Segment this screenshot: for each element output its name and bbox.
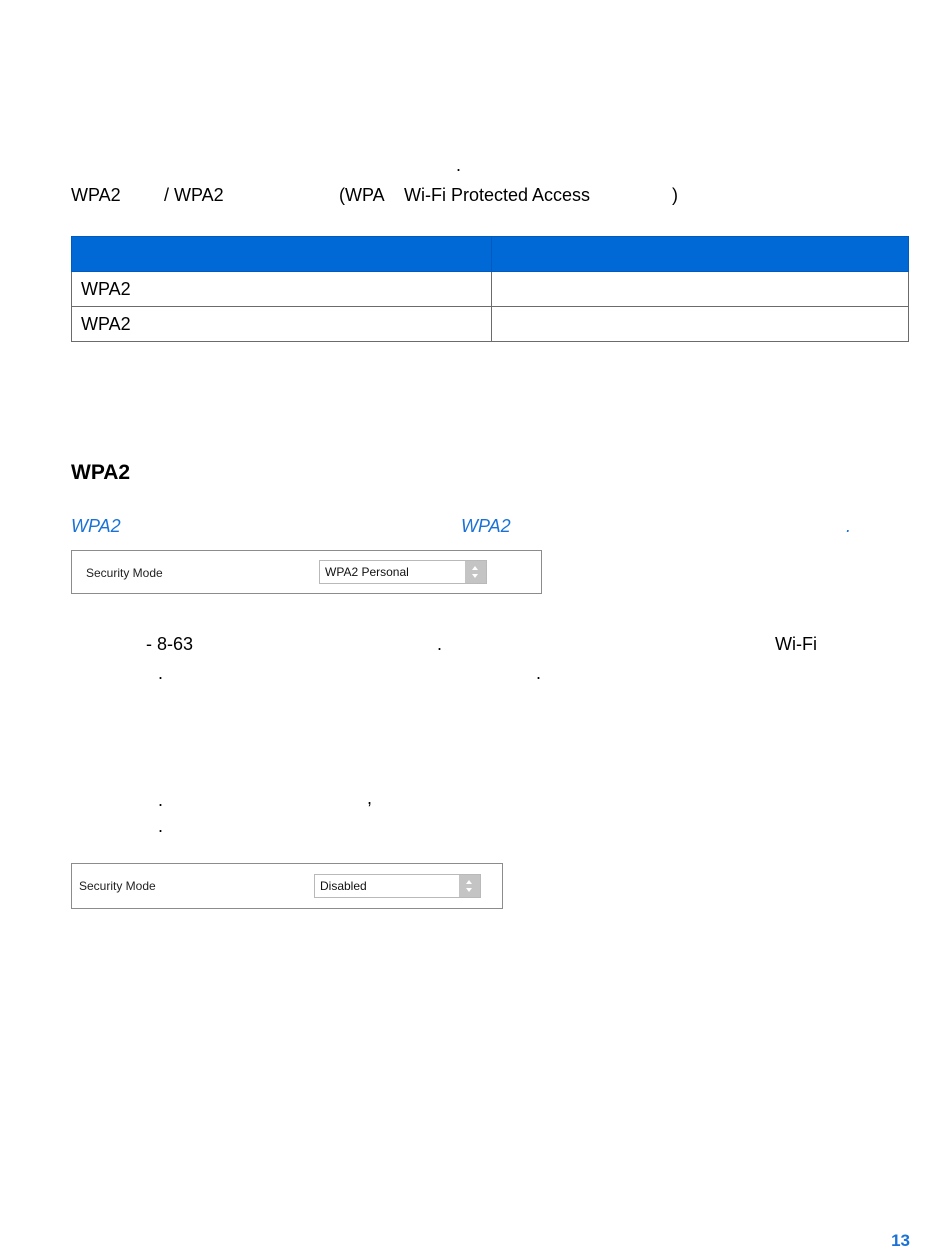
table-header-row — [72, 237, 909, 272]
page-number: 13 — [891, 1231, 910, 1250]
note-wpa2-a: WPA2 — [71, 516, 121, 536]
table-cell — [492, 272, 909, 307]
security-mode-label: Security Mode — [86, 566, 163, 580]
arrow-down-icon — [466, 888, 472, 892]
security-mode-value: WPA2 Personal — [325, 565, 409, 579]
intro-close-paren: ) — [672, 185, 678, 205]
intro-wpa-paren: (WPA — [339, 185, 385, 205]
select-spinner-icon[interactable] — [465, 561, 486, 583]
para2-dot: . — [158, 790, 164, 810]
arrow-up-icon — [472, 566, 478, 570]
security-mode-select[interactable] — [314, 874, 481, 898]
para2-dot2: . — [158, 816, 164, 836]
para2-comma: , — [367, 788, 373, 808]
security-mode-label: Security Mode — [79, 879, 156, 893]
intro-wifi-protected-access: Wi-Fi Protected Access — [404, 185, 591, 205]
table-header-cell — [72, 237, 492, 272]
para1-range: - 8-63 — [146, 634, 194, 654]
intro-dot: . — [456, 155, 462, 175]
para1-wifi: Wi-Fi — [775, 634, 817, 654]
para1-dot: . — [437, 634, 443, 654]
security-mode-panel-wpa2 — [71, 550, 542, 594]
table-header-cell — [492, 237, 909, 272]
table-cell — [492, 307, 909, 342]
security-table — [71, 236, 909, 342]
arrow-up-icon — [466, 880, 472, 884]
table-row — [72, 307, 909, 342]
security-mode-value: Disabled — [320, 879, 367, 893]
note-wpa2-b: WPA2 — [461, 516, 511, 536]
table-cell: WPA2 — [72, 272, 492, 307]
para1-dot3: . — [536, 663, 542, 683]
select-spinner-icon[interactable] — [459, 875, 480, 897]
section-heading: WPA2 — [71, 461, 131, 484]
intro-wpa2-slash: / WPA2 — [164, 185, 224, 205]
intro-wpa2: WPA2 — [71, 185, 121, 205]
table-cell: WPA2 — [72, 307, 492, 342]
security-mode-panel-disabled — [71, 863, 503, 909]
table-row — [72, 272, 909, 307]
security-mode-select[interactable] — [319, 560, 487, 584]
arrow-down-icon — [472, 574, 478, 578]
note-dot: . — [846, 516, 852, 536]
para1-dot2: . — [158, 663, 164, 683]
